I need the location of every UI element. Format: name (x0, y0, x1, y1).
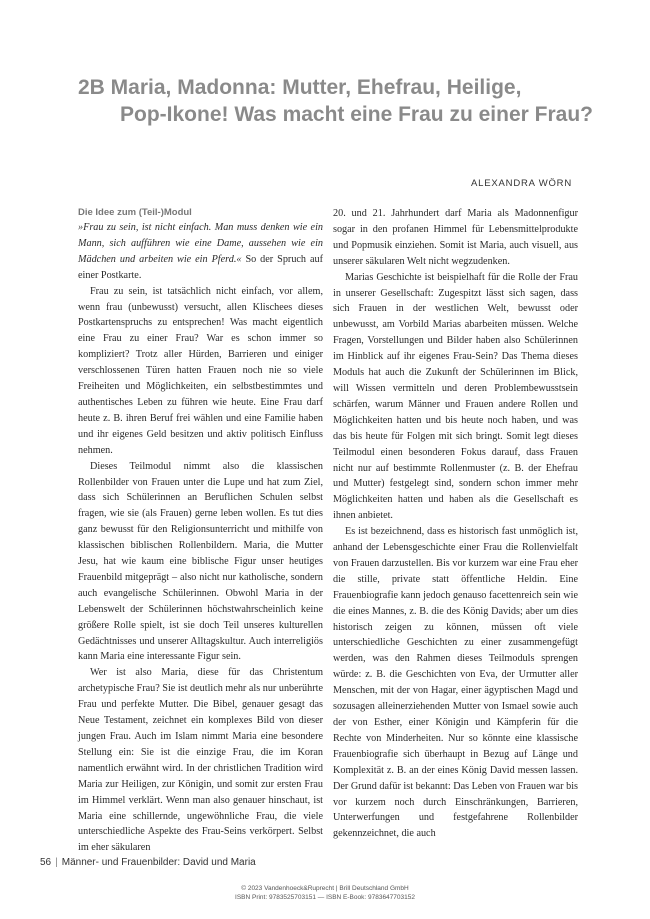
body-paragraph-continued: 20. und 21. Jahrhundert darf Maria als Madonnenfigur sogar in den profanen Himmel für Lebensmittelprodukte und Popmusik einziehen. Somit ist Maria, auch visuell, aus unserer säkularen Welt nicht wegzudenken. (333, 208, 578, 267)
body-paragraph: Es ist bezeichnend, dass es historisch fast unmöglich ist, anhand der Lebensgeschichte einer Frau die Rollenvielfalt von Frauen darzustellen. Bis vor kurzem war eine Frau eher die stille, private statt öffentliche Heldin. Eine Frauenbiografie kann jedoch genauso facettenreich sein wie die eines Mannes, z. B. die des König Davids; aber um dies historisch zeigen zu können, müssen oft viele unterschiedliche Geschichten zu einer zusammengefügt werden, was den Rahmen dieses Teilmoduls sprengen würde: z. B. die Geschichten von Eva, der Urmutter aller Menschen, mit der von Hagar, einer ägyptischen Magd und sozusagen alleinerziehenden Mutter von Ismael sowie auch der von Esther, einer Königin und Kämpferin für die Rechte von Minderheiten. Nur so könnte eine klassische Frauenbiografie sich überhaupt in Bezug auf Länge und Komplexität z. B. an der eines König David messen lassen. Der Grund dafür ist bekannt: Das Leben von Frauen war bis vor kurzem noch durch Einschränkungen, Barrieren, Unterwerfungen und festgefahrene Rollenbilder gekennzeichnet, die auch (333, 526, 578, 840)
page-footer (40, 857, 256, 868)
author-name: ALEXANDRA WÖRN (471, 178, 572, 189)
running-title: Männer- und Frauenbilder: David und Maria (61, 857, 256, 868)
body-paragraph: Dieses Teilmodul nimmt also die klassischen Rollenbilder von Frauen unter die Lupe und hat zum Ziel, dass sich Schülerinnen an Beruflichen Schulen selbst fragen, wie sie (als Frauen) gerne leben wollen. Es tut dies ganz bewusst für den Religionsunterricht und mithilfe von klassischen biblischen Rollenbildern. Maria, die Mutter Jesu, hat wie kaum eine biblische Figur unser heutiges Frauenbild mitgeprägt – also nicht nur katholische, sondern auch evangelische Schülerinnen. Obwohl Maria in der Lebenswelt der Schülerinnen höchstwahrscheinlich keine größere Rolle spielt, ist sie doch Teil unseres kulturellen Gedächtnisses und unserer Alltagskultur. Auch interreligiös kann Maria eine interessante Figur sein. (78, 460, 323, 663)
chapter-title-line-1: 2B Maria, Madonna: Mutter, Ehefrau, Heilige, (78, 76, 522, 99)
left-column (78, 206, 323, 856)
intro-paragraph (78, 220, 323, 284)
chapter-title-line-2: Pop-Ikone! Was macht eine Frau zu einer Frau? (120, 103, 593, 126)
body-paragraph: Wer ist also Maria, diese für das Christentum archetypische Frau? Sie ist deutlich mehr als nur unberührte Frau und perfekte Mutter. Die Bibel, genauer gesagt das Neue Testament, zeichnet ein komplexes Bild von dieser jungen Frau. Auch im Islam nimmt Maria eine besondere Stellung ein: Sie ist die einzige Frau, die im Koran namentlich erwähnt wird. In der christlichen Tradition wird Maria zur Heiligen, zur Königin, und somit zur ersten Frau im Himmel verklärt. Wenn man also genauer hinschaut, ist Maria eine schillernde, ungewöhnliche Frau, die viele unterschiedliche Aspekte des Frau-Seins verkörpert. Selbst im eher säkularen (78, 667, 323, 854)
postcard-quote: »Frau zu sein, ist nicht einfach. Man muss denken wie ein Mann, sich aufführen wie eine Dame, aussehen wie ein Mädchen und arbeiten wie ein Pferd.« (78, 222, 323, 265)
chapter-title (78, 74, 598, 128)
section-heading: Die Idee zum (Teil-)Modul (78, 207, 192, 218)
postcard-quote-tail: So der Spruch auf einer Postkarte. (78, 253, 324, 281)
isbn-line: ISBN Print: 9783525703151 — ISBN E-Book: 9783647703152 (235, 894, 415, 901)
footer-separator: | (55, 857, 58, 868)
page-number: 56 (40, 857, 52, 868)
copyright-line: © 2023 Vandenhoeck&Ruprecht | Brill Deutschland GmbH (241, 885, 409, 892)
right-column (333, 206, 578, 842)
copyright-imprint (0, 884, 650, 902)
body-paragraph: Frau zu sein, ist tatsächlich nicht einfach, vor allem, wenn frau (unbewusst) versucht, allen Klischees dieses Postkartenspruchs zu entsprechen! Was macht eigentlich eine Frau zu einer Frau? War es schon immer so kompliziert? Trotz aller Hürden, Barrieren und einiger verschlossenen Türen hatten Frauen noch nie so viele Freiheiten und Möglichkeiten, ein selbstbestimmtes und authentisches Leben zu führen wie heute. Eine Frau darf heute z. B. ihren Beruf frei wählen und eine Familie haben und ihr eigenes Geld besitzen und aktiv politisch Einfluss nehmen. (78, 285, 323, 456)
body-paragraph: Marias Geschichte ist beispielhaft für die Rolle der Frau in unserer Gesellschaft: Zugespitzt lässt sich sagen, dass sich Frauen in der westlichen Welt, bewusst oder unbewusst, am Vorbild Marias abarbeiten müssen. Welche Fragen, Vorstellungen und Bilder haben also Schülerinnen im Hinblick auf ihr eigenes Frau-Sein? Das Thema dieses Moduls hat auch die Zukunft der Schülerinnen im Blick, will Wissen vermitteln und deren Problembewusstsein schärfen, warum Männer und Frauen andere Rollen und Möglichkeiten hatten und bis heute noch haben, und was das bis heute für Folgen mit sich bringt. Somit legt dieses Teilmodul einen besonderen Fokus darauf, dass Frauen nicht nur auf bestimmte Rollenmuster (z. B. der Ehefrau und Mutter) festgelegt sind, sondern schon immer mehr Möglichkeiten hatten und haben als die Gesellschaft es ihnen anbietet. (333, 271, 578, 522)
